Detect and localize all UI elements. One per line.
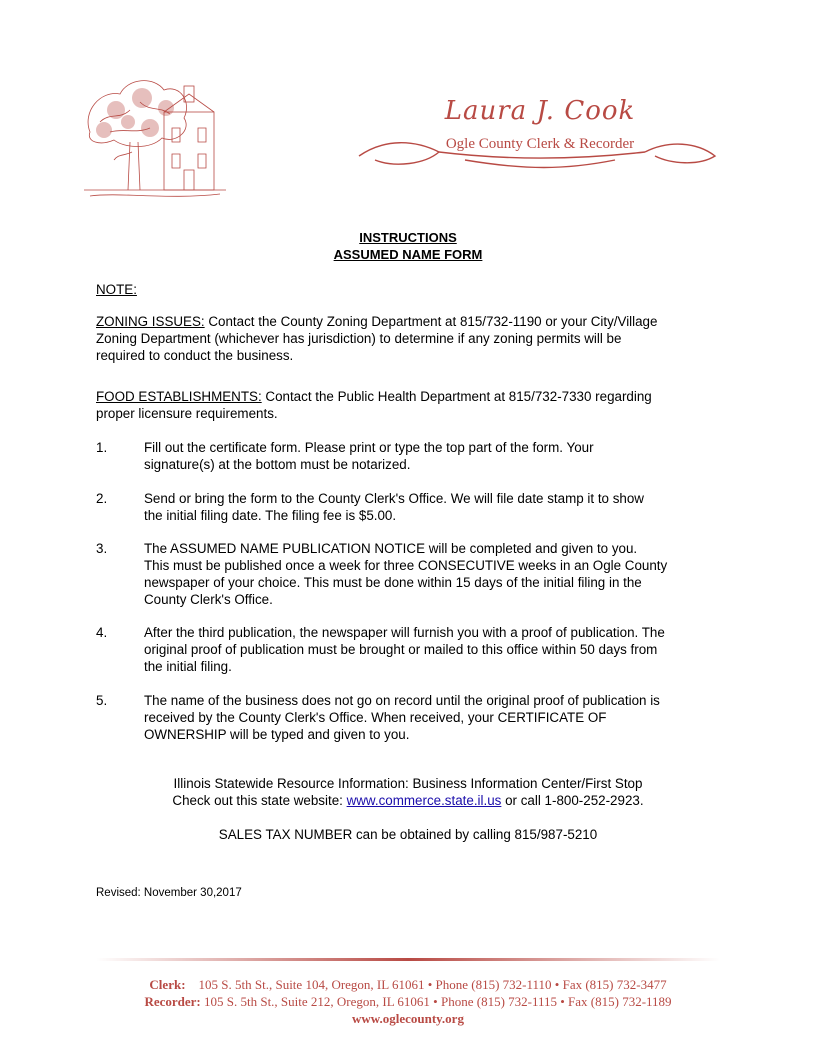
- item-number: 1.: [96, 440, 108, 455]
- footer-website[interactable]: www.oglecounty.org: [352, 1011, 464, 1026]
- footer-recorder-line: Recorder: 105 S. 5th St., Suite 212, Oregon, IL 61061 • Phone (815) 732-1115 • Fax (815) 732-1189: [144, 994, 672, 1009]
- sales-tax-line: SALES TAX NUMBER can be obtained by calling 815/987-5210: [218, 827, 598, 842]
- state-website-link[interactable]: www.commerce.state.il.us: [346, 793, 502, 808]
- state-website-line: Check out this state website: www.commerce.state.il.us or call 1-800-252-2923.: [172, 793, 644, 808]
- zoning-label: ZONING ISSUES:: [96, 314, 205, 329]
- clerk-office-title: Ogle County Clerk & Recorder: [445, 136, 635, 152]
- courthouse-sketch-image: [80, 72, 230, 206]
- list-item: The name of the business does not go on record until the original proof of publication is received by the County Clerk's Office. When received, your CERTIFICATE OF OWNERSHIP will be typed and given to you.: [144, 693, 660, 742]
- clerk-signature-name: Laura J. Cook: [444, 96, 636, 126]
- item-number: 2.: [96, 491, 108, 506]
- resource-info-line: Illinois Statewide Resource Information: Business Information Center/First Stop: [173, 776, 643, 791]
- note-label: NOTE:: [96, 282, 137, 297]
- page-title: INSTRUCTIONS: [359, 230, 457, 245]
- item-number: 5.: [96, 693, 108, 708]
- food-paragraph: FOOD ESTABLISHMENTS: Contact the Public Health Department at 815/732-7330 regarding proper licensure requirements.: [96, 389, 652, 421]
- revision-date: Revised: November 30,2017: [96, 887, 242, 899]
- list-item: After the third publication, the newspaper will furnish you with a proof of publication. The original proof of publication must be brought or mailed to this office within 50 days from the initial filing.: [144, 625, 665, 674]
- footer-divider: [96, 957, 720, 963]
- list-item: The ASSUMED NAME PUBLICATION NOTICE will be completed and given to you. This must be published once a week for three CONSECUTIVE weeks in an Ogle County newspaper of your choice. This must be done within 15 days of the initial filing in the County Clerk's Office.: [144, 541, 668, 607]
- food-label: FOOD ESTABLISHMENTS:: [96, 389, 262, 404]
- item-number: 3.: [96, 541, 108, 556]
- item-number: 4.: [96, 625, 108, 640]
- list-item: Fill out the certificate form. Please print or type the top part of the form. Your signature(s) at the bottom must be notarized.: [144, 440, 594, 472]
- zoning-paragraph: ZONING ISSUES: Contact the County Zoning Department at 815/732-1190 or your City/Village Zoning Department (whichever has jurisdiction) to determine if any zoning permits will be required to conduct the business.: [96, 314, 658, 363]
- page-subtitle: ASSUMED NAME FORM: [333, 247, 483, 262]
- list-item: Send or bring the form to the County Clerk's Office. We will file date stamp it to show the initial filing date. The filing fee is $5.00.: [144, 491, 644, 523]
- footer-clerk-line: Clerk: 105 S. 5th St., Suite 104, Oregon, IL 61061 • Phone (815) 732-1110 • Fax (815) 732-3477: [149, 977, 667, 992]
